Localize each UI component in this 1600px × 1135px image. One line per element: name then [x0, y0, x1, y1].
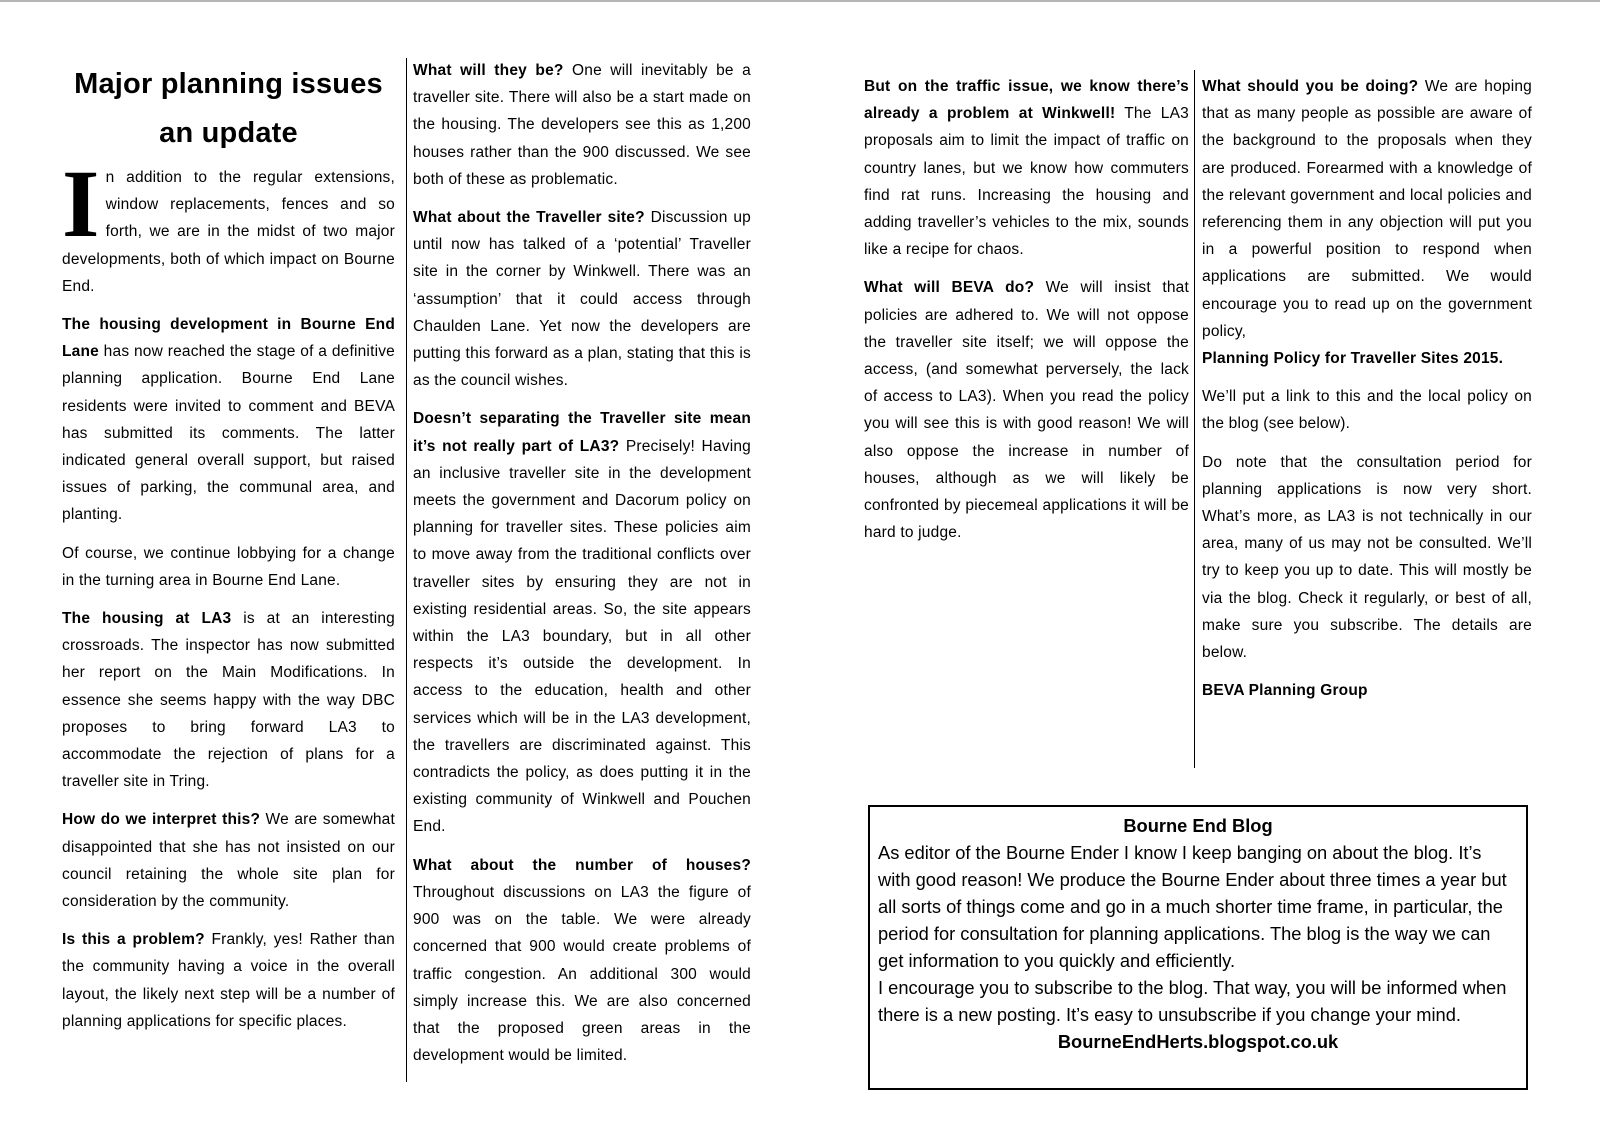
traveller-heading: What about the Traveller site?	[413, 209, 645, 227]
beva-heading: What will BEVA do?	[864, 279, 1035, 297]
la3-text: is at an interesting crossroads. The inspector has now submitted her report on the Main Modifications. In essence she seems happy with the way DBC proposes to bring forward LA3 to accommodate the rejection of plans for a traveller site in Tring.	[62, 610, 395, 791]
link-paragraph: We’ll put a link to this and the local policy on the blog (see below).	[1202, 388, 1532, 433]
whatwill-heading: What will they be?	[413, 62, 564, 79]
beva-paragraph	[864, 274, 1189, 546]
traveller-text: Discussion up until now has talked of a ‘potential’ Traveller site in the corner by Winkwell. There was an ‘assumption’ that it could access through Chaulden Lane. Yet now the developers are putting this forward as a plan, stating that this is as the council wishes.	[413, 209, 751, 390]
number-text: Throughout discussions on LA3 the figure of 900 was on the table. We were already concerned that 900 would create problems of traffic congestion. An additional 300 would simply increase this. We are also concerned that the proposed green areas in the development would be limited.	[413, 883, 751, 1065]
separating-heading: Doesn’t separating the Traveller site mean it’s not really part of LA3?	[413, 410, 751, 455]
la3-heading: The housing at LA3	[62, 610, 232, 628]
interpret-paragraph	[62, 806, 395, 915]
column-divider	[406, 58, 407, 1082]
traffic-heading: But on the traffic issue, we know there’s already a problem at Winkwell!	[864, 78, 1189, 123]
column-divider	[1194, 70, 1195, 768]
signature	[1202, 677, 1532, 704]
signature-text: BEVA Planning Group	[1202, 682, 1368, 700]
separating-text: Precisely! Having an inclusive traveller site in the development meets the government and Dacorum policy on planning for traveller sites. These policies aim to move away from the traditional conflicts over traveller sites by ensuring they are not in existing residential areas. So, the site appears within the LA3 boundary, but in all other respects it’s outside the development. In access to the education, health and other services which will be in the LA3 development, the travellers are discriminated against. This contradicts the policy, as does putting it in the existing community of Winkwell and Pouchen End.	[413, 437, 751, 836]
blog-box-paragraph-1: As editor of the Bourne Ender I know I keep banging on about the blog. It’s with good reason! We produce the Bourne Ender about three times a year but all sorts of things come and go in a much shorter time frame, in particular, the period for consultation for planning applications. The blog is the way we can get information to you quickly and efficiently.	[878, 842, 1507, 971]
problem-text: Frankly, yes! Rather than the community having a voice in the overall layout, the likely next step will be a number of planning applications for specific places.	[62, 931, 395, 1030]
traffic-paragraph	[864, 73, 1189, 263]
blog-box	[868, 805, 1528, 1090]
article-column-1	[62, 60, 395, 1046]
separating-paragraph	[413, 405, 751, 840]
housing-heading: The housing development in Bourne End Lane	[62, 316, 395, 361]
intro-text: n addition to the regular extensions, window replacements, fences and so forth, we are in the midst of two major developments, both of which impact on Bourne End.	[62, 169, 395, 295]
interpret-text: We are somewhat disappointed that she has not insisted on our council retaining the whole site plan for consideration by the community.	[62, 811, 396, 911]
beva-text: We will insist that policies are adhered to. We will not oppose the traveller site itself; we will oppose the access, (and somewhat perversely, the lack of access to LA3). When you read the policy you will see this is with good reason! We will also oppose the increase in number of houses, although as we will likely be confronted by piecemeal applications it will be hard to judge.	[864, 279, 1190, 542]
la3-paragraph	[62, 605, 395, 795]
intro-paragraph	[62, 150, 395, 300]
number-paragraph	[413, 852, 751, 1070]
blog-box-title: Bourne End Blog	[1123, 815, 1273, 836]
policy-name: Planning Policy for Traveller Sites 2015.	[1202, 350, 1504, 368]
problem-paragraph	[62, 926, 395, 1035]
whatwill-text: One will inevitably be a traveller site. There will also be a start made on the housing. The developers see this as 1,200 houses rather than the 900 discussed. We see both of these as problematic.	[413, 62, 751, 188]
article-column-2	[413, 57, 751, 1080]
page-top-border	[0, 0, 1600, 2]
you-text: We are hoping that as many people as possible are aware of the background to the proposals when they are produced. Forearmed with a knowledge of the relevant government and local policies and referencing them in any objection will put you in a powerful position to respond when applications are submitted. We would encourage you to read up on the government policy,	[1202, 78, 1533, 340]
you-paragraph	[1202, 73, 1532, 372]
blog-box-paragraph-2: I encourage you to subscribe to the blog. That way, you will be informed when there is a new posting. It’s easy to unsubscribe if you change your mind.	[878, 977, 1507, 1025]
housing-paragraph	[62, 311, 395, 529]
blog-url[interactable]: BourneEndHerts.blogspot.co.uk	[1057, 1031, 1339, 1052]
traffic-text: The LA3 proposals aim to limit the impact of traffic on country lanes, but we know how commuters find rat runs. Increasing the housing and adding traveller’s vehicles to the mix, sounds like a recipe for chaos.	[864, 105, 1189, 259]
headline-line-2: an update	[159, 117, 298, 149]
article-column-3	[864, 73, 1189, 557]
drop-cap: I	[62, 150, 100, 257]
number-heading: What about the number of houses?	[413, 856, 751, 874]
consultation-paragraph: Do note that the consultation period for planning applications is now very short. What’s more, as LA3 is not technically in our area, many of us may not be consulted. We’ll try to keep you up to date. This will mostly be via the blog. Check it regularly, or best of all, make sure you subscribe. The details are below.	[1202, 453, 1532, 662]
traveller-paragraph	[413, 204, 751, 394]
housing-text: has now reached the stage of a definitive planning application. Bourne End Lane residents were invited to comment and BEVA has submitted its comments. The latter indicated general overall support, but raised issues of parking, the communal area, and planting.	[62, 343, 395, 524]
article-headline	[62, 60, 395, 158]
problem-heading: Is this a problem?	[62, 931, 205, 949]
turning-paragraph: Of course, we continue lobbying for a change in the turning area in Bourne End Lane.	[62, 544, 395, 589]
whatwill-paragraph	[413, 57, 751, 193]
article-column-4	[1202, 73, 1532, 715]
headline-line-1: Major planning issues	[74, 68, 383, 100]
you-heading: What should you be doing?	[1202, 78, 1419, 95]
interpret-heading: How do we interpret this?	[62, 811, 261, 829]
